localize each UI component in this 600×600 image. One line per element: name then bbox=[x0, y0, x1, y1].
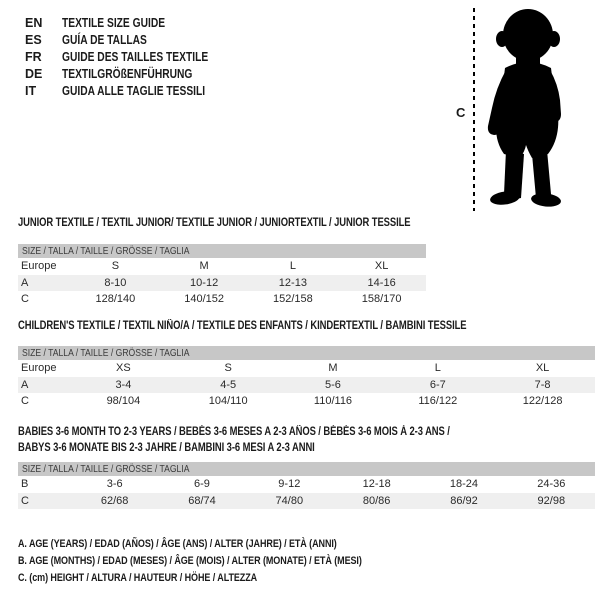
size-cell: 5-6 bbox=[325, 378, 341, 391]
row-label: A bbox=[21, 378, 29, 391]
size-cell: 24-36 bbox=[537, 478, 566, 491]
table-row bbox=[18, 258, 426, 275]
size-cell: 158/170 bbox=[361, 293, 402, 306]
size-cell: 116/122 bbox=[418, 395, 458, 408]
table-row bbox=[18, 360, 595, 377]
size-table-junior bbox=[18, 244, 426, 308]
size-cell: 104/110 bbox=[208, 395, 248, 408]
size-cell: S bbox=[224, 362, 232, 375]
size-cell: M bbox=[199, 260, 209, 273]
size-cell: 10-12 bbox=[190, 276, 219, 289]
size-cell: 98/104 bbox=[106, 395, 141, 408]
row-label: Europe bbox=[21, 362, 57, 375]
size-cell: 74/80 bbox=[275, 494, 304, 507]
row-label: A bbox=[21, 276, 29, 289]
table-rows bbox=[18, 258, 426, 308]
row-label: C bbox=[21, 293, 29, 306]
language-row bbox=[25, 14, 325, 31]
size-cell: 128/140 bbox=[95, 293, 136, 306]
size-cell: 12-13 bbox=[278, 276, 307, 289]
size-cell: 7-8 bbox=[534, 378, 551, 391]
size-cell: 80/86 bbox=[362, 494, 391, 507]
language-row bbox=[25, 82, 325, 99]
size-cell: 8-10 bbox=[104, 276, 127, 289]
table-rows bbox=[18, 476, 595, 509]
table-row bbox=[18, 275, 426, 292]
size-cell: 3-6 bbox=[106, 478, 123, 491]
size-cell: 14-16 bbox=[367, 276, 396, 289]
size-cell: M bbox=[328, 362, 338, 375]
section-title-junior: JUNIOR TEXTILE / TEXTIL JUNIOR/ TEXTILE JUNIOR / JUNIORTEXTIL / JUNIOR TESSILE bbox=[18, 217, 411, 229]
size-cell: 6-7 bbox=[429, 378, 446, 391]
language-name: TEXTILE SIZE GUIDE bbox=[62, 15, 166, 30]
size-table-babies bbox=[18, 462, 595, 509]
table-row bbox=[18, 493, 595, 510]
language-name: GUIDE DES TAILLES TEXTILE bbox=[62, 49, 209, 64]
size-cell: 68/74 bbox=[188, 494, 216, 507]
size-cell: L bbox=[289, 260, 296, 273]
table-rows bbox=[18, 360, 595, 410]
size-cell: 62/68 bbox=[100, 494, 129, 507]
size-cell: 12-18 bbox=[362, 478, 391, 491]
language-name: TEXTILGRÖßENFÜHRUNG bbox=[62, 66, 193, 81]
toddler-silhouette-icon bbox=[478, 8, 574, 212]
size-cell: 18-24 bbox=[449, 478, 479, 491]
row-label: C bbox=[21, 494, 29, 507]
height-measure-line bbox=[473, 8, 475, 211]
language-code: DE bbox=[25, 66, 43, 81]
size-cell: 152/158 bbox=[272, 293, 313, 306]
language-code: EN bbox=[25, 15, 43, 30]
footnote: C. (cm) HEIGHT / ALTURA / HAUTEUR / HÖHE / ALTEZZA bbox=[18, 572, 258, 584]
size-cell: XS bbox=[116, 362, 131, 375]
language-row bbox=[25, 65, 325, 82]
height-label: C bbox=[456, 105, 466, 120]
section-title-babies: BABIES 3-6 MONTH TO 2-3 YEARS / BEBÉS 3-6 MESES A 2-3 AÑOS / BÉBÉS 3-6 MOIS À 2-3 ANS / BABYS 3-6 MONATE BIS 2-3 JAHRE / BAMBINI 3-6 MESI A 2-3 ANNI bbox=[18, 426, 450, 454]
table-row bbox=[18, 291, 426, 308]
size-cell: 140/152 bbox=[184, 293, 224, 306]
size-cell: 6-9 bbox=[194, 478, 210, 491]
row-label: C bbox=[21, 395, 29, 408]
language-code: ES bbox=[25, 32, 42, 47]
footnotes bbox=[18, 536, 437, 587]
size-cell: 9-12 bbox=[278, 478, 301, 491]
size-cell: S bbox=[111, 260, 120, 273]
footnote: A. AGE (YEARS) / EDAD (AÑOS) / ÂGE (ANS) / ALTER (JAHRE) / ETÀ (ANNI) bbox=[18, 538, 337, 550]
language-guide bbox=[25, 14, 325, 99]
language-code: FR bbox=[25, 49, 42, 64]
language-name: GUÍA DE TALLAS bbox=[62, 32, 147, 47]
table-row bbox=[18, 393, 595, 410]
footnote: B. AGE (MONTHS) / EDAD (MESES) / ÂGE (MOIS) / ALTER (MONATE) / ETÀ (MESI) bbox=[18, 555, 362, 567]
size-cell: 4-5 bbox=[220, 378, 237, 391]
row-label: B bbox=[21, 478, 29, 491]
size-cell: 92/98 bbox=[537, 494, 566, 507]
table-header: SIZE / TALLA / TAILLE / GRÖSSE / TAGLIA bbox=[18, 244, 426, 258]
size-table-children bbox=[18, 346, 595, 410]
size-cell: 86/92 bbox=[450, 494, 478, 507]
language-code: IT bbox=[25, 83, 37, 98]
section-title-children: CHILDREN'S TEXTILE / TEXTIL NIÑO/A / TEXTILE DES ENFANTS / KINDERTEXTIL / BAMBINI TESSILE bbox=[18, 320, 467, 332]
size-cell: XL bbox=[535, 362, 550, 375]
size-cell: 110/116 bbox=[313, 395, 353, 408]
size-cell: L bbox=[434, 362, 441, 375]
table-row bbox=[18, 377, 595, 394]
size-cell: 122/128 bbox=[522, 395, 563, 408]
table-header: SIZE / TALLA / TAILLE / GRÖSSE / TAGLIA bbox=[18, 346, 595, 360]
row-label: Europe bbox=[21, 260, 57, 273]
language-row bbox=[25, 48, 325, 65]
size-cell: XL bbox=[374, 260, 389, 273]
language-name: GUIDA ALLE TAGLIE TESSILI bbox=[62, 83, 206, 98]
size-cell: 3-4 bbox=[115, 378, 132, 391]
language-row bbox=[25, 31, 325, 48]
table-row bbox=[18, 476, 595, 493]
table-header: SIZE / TALLA / TAILLE / GRÖSSE / TAGLIA bbox=[18, 462, 595, 476]
